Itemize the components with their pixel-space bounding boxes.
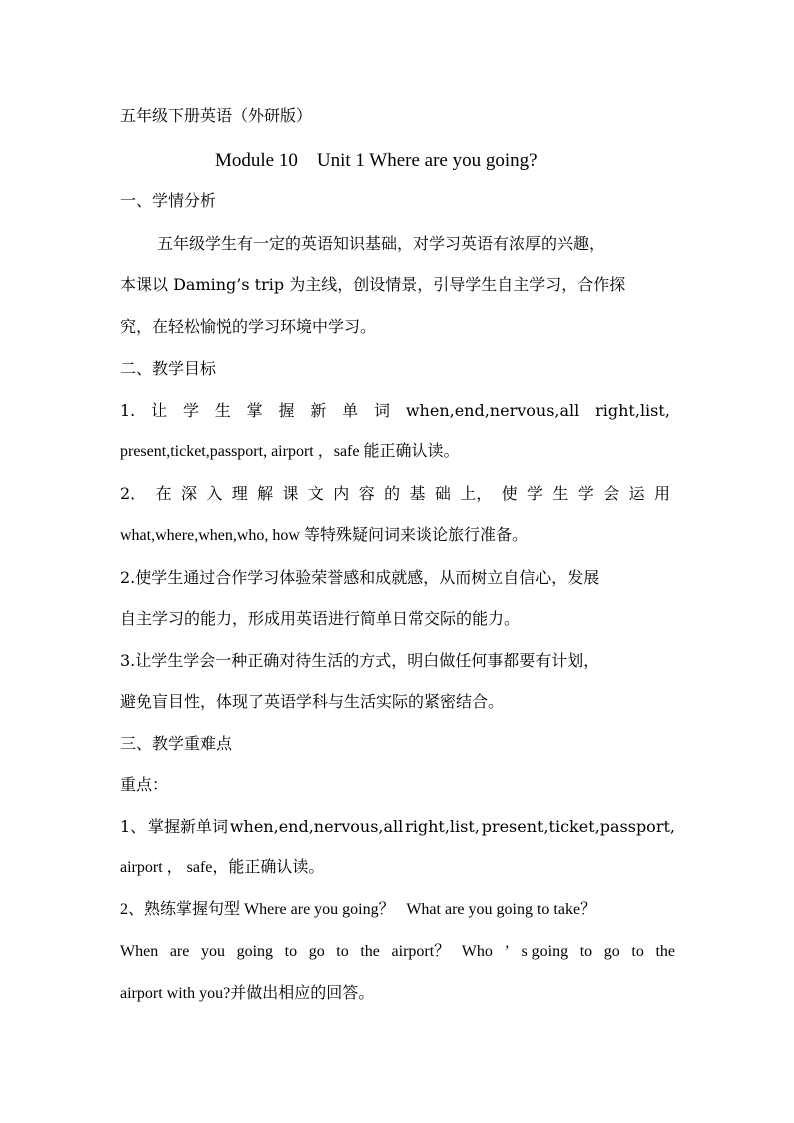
line-word: present,ticket,passport, bbox=[481, 817, 675, 836]
line-word: 握 bbox=[278, 401, 295, 420]
line-word: ’ bbox=[504, 943, 510, 960]
line-word: 在 bbox=[155, 484, 172, 503]
line-word: 课 bbox=[282, 484, 299, 503]
line-word: 础 bbox=[434, 484, 451, 503]
line-word: right,list, bbox=[595, 401, 670, 420]
line-word: to bbox=[336, 943, 349, 960]
line-word: 入 bbox=[206, 484, 223, 503]
line-word: 解 bbox=[257, 484, 274, 503]
paragraph-line: 究，在轻松愉悦的学习环境中学习。 bbox=[120, 317, 377, 336]
line-word: 1. bbox=[120, 401, 136, 420]
goal-3-line-2: 自主学习的能力，形成用英语进行简单日常交际的能力。 bbox=[120, 609, 521, 628]
line-word: 理 bbox=[231, 484, 248, 503]
line-word: 掌握新单词 bbox=[148, 817, 229, 836]
line-word: you bbox=[200, 943, 225, 960]
section-heading-2: 二、教学目标 bbox=[120, 359, 217, 378]
paragraph-line: 五年级学生有一定的英语知识基础，对学习英语有浓厚的兴趣， bbox=[157, 234, 606, 253]
line-word: go bbox=[603, 943, 620, 960]
key-2-line-2 bbox=[120, 941, 675, 963]
line-word: 单 bbox=[342, 401, 359, 420]
line-word: 生 bbox=[214, 401, 231, 420]
top-label: 五年级下册英语（外研版） bbox=[120, 106, 313, 125]
line-word: 文 bbox=[307, 484, 324, 503]
key-1-line-2: airport ， safe，能正确认读。 bbox=[120, 859, 325, 876]
line-word: 学 bbox=[577, 484, 594, 503]
page-title: Module 10 Unit 1 Where are you going? bbox=[215, 150, 538, 171]
line-word: when,end,nervous,all bbox=[405, 401, 580, 420]
line-word: 会 bbox=[603, 484, 620, 503]
goal-1-line-2: present,ticket,passport, airport ，safe 能正确认读。 bbox=[120, 443, 460, 460]
line-word: 1、 bbox=[120, 817, 147, 836]
line-word: right,list, bbox=[405, 817, 480, 836]
key-2-line-3: airport with you?并做出相应的回答。 bbox=[120, 985, 375, 1002]
key-1-line-1 bbox=[120, 816, 675, 838]
goal-3-line-1: 2.使学生通过合作学习体验荣誉感和成就感，从而树立自信心，发展 bbox=[120, 568, 600, 587]
line-word: go bbox=[308, 943, 325, 960]
line-word: 学 bbox=[182, 401, 199, 420]
line-word: 让 bbox=[151, 401, 168, 420]
line-word: 基 bbox=[409, 484, 426, 503]
line-word: 掌 bbox=[246, 401, 263, 420]
line-word: When bbox=[120, 943, 159, 960]
goal-1-line-1 bbox=[120, 400, 670, 422]
line-word: to bbox=[631, 943, 644, 960]
section-heading-1: 一、学情分析 bbox=[120, 191, 217, 210]
line-word: 生 bbox=[552, 484, 569, 503]
goal-2-line-2: what,where,when,who, how 等特殊疑问词来谈论旅行准备。 bbox=[120, 527, 528, 544]
line-word: 词 bbox=[374, 401, 391, 420]
line-word: are bbox=[169, 943, 190, 960]
goal-4-line-2: 避免盲目性，体现了英语学科与生活实际的紧密结合。 bbox=[120, 692, 505, 711]
line-word: 深 bbox=[180, 484, 197, 503]
line-word: 的 bbox=[384, 484, 401, 503]
paragraph-line: 本课以 Daming’s trip 为主线，创设情景，引导学生自主学习，合作探 bbox=[120, 275, 626, 294]
line-word: the bbox=[655, 943, 675, 960]
line-word: 学 bbox=[527, 484, 544, 503]
line-word: 上， bbox=[460, 484, 493, 503]
line-word: 运 bbox=[628, 484, 645, 503]
line-word: the bbox=[360, 943, 380, 960]
line-word: 2． bbox=[120, 484, 147, 503]
line-word: when,end,nervous,all bbox=[229, 817, 404, 836]
line-word: Who bbox=[461, 943, 493, 960]
line-word: to bbox=[579, 943, 593, 960]
goal-2-line-1 bbox=[120, 483, 670, 505]
line-word: 内 bbox=[333, 484, 350, 503]
line-word: s going bbox=[521, 943, 569, 960]
line-word: to bbox=[284, 943, 298, 960]
line-word: 用 bbox=[653, 484, 670, 503]
goal-4-line-1: 3.让学生学会一种正确对待生活的方式，明白做任何事都要有计划， bbox=[120, 651, 600, 670]
line-word: 新 bbox=[310, 401, 327, 420]
key-2-line-1: 2、熟练掌握句型 Where are you going？ What are you going to take？ bbox=[120, 901, 597, 918]
line-word: 容 bbox=[358, 484, 375, 503]
line-word: airport？ bbox=[391, 943, 451, 960]
line-word: 使 bbox=[501, 484, 518, 503]
line-word: going bbox=[236, 943, 274, 960]
section-heading-3: 三、教学重难点 bbox=[120, 734, 233, 753]
key-points-label: 重点： bbox=[120, 775, 169, 794]
